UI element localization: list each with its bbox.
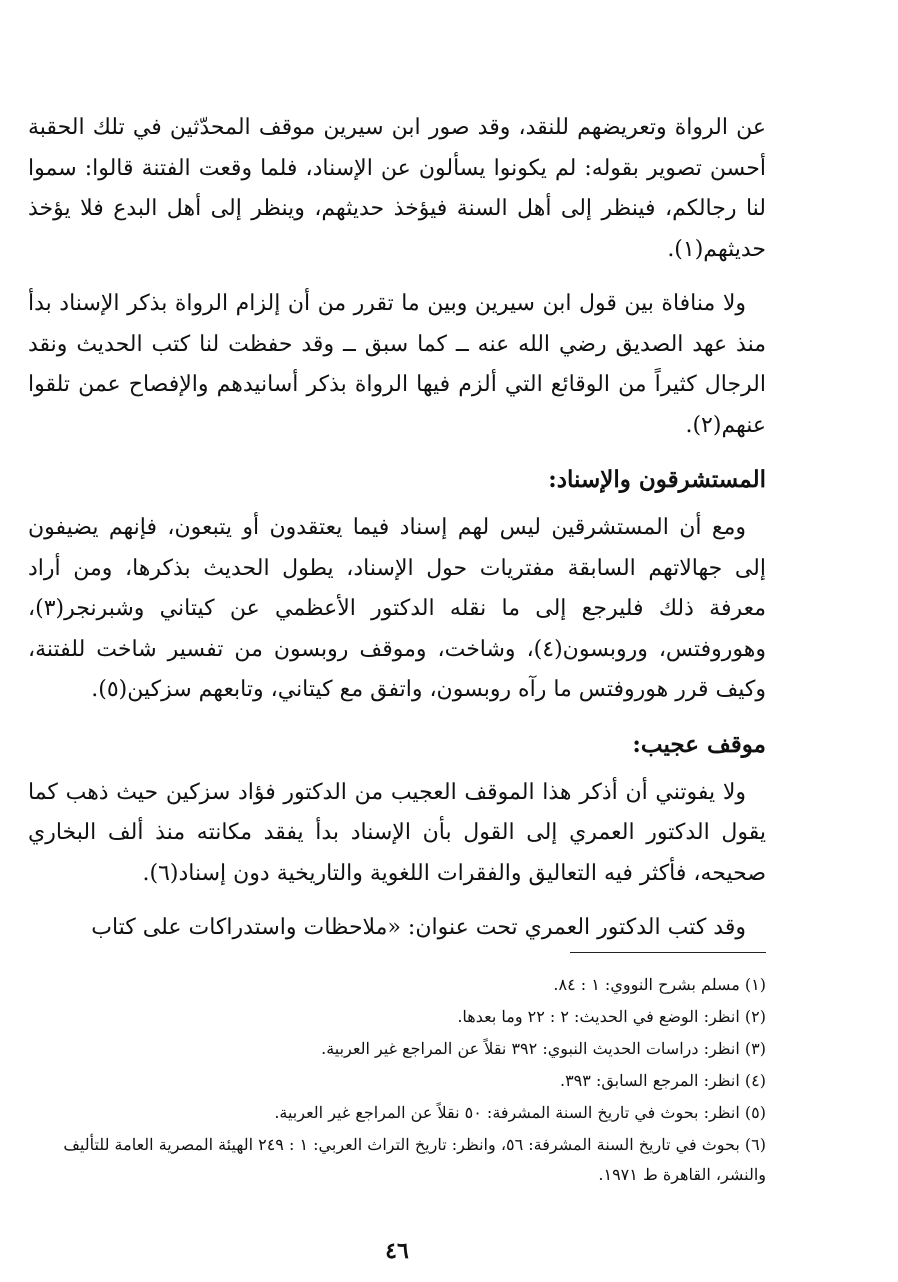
- section-heading-orientalists: المستشرقون والإسناد:: [548, 466, 766, 493]
- footnote-1: (١) مسلم بشرح النووي: ١ : ٨٤.: [553, 975, 766, 994]
- paragraph-ibn-sirin: عن الرواة وتعريضهم للنقد، وقد صور ابن سيرين موقف المحدّثين في تلك الحقبة أحسن تصوير بقوله: لم يكونوا يسألون عن الإسناد، فلما وقعت الفتنة قالوا: سموا لنا رجالكم، فينظر إلى أهل السنة فيؤخذ حديثهم، وينظر إلى أهل البدع فلا يؤخذ حديثهم(١).: [28, 115, 766, 262]
- page-number: ٤٦: [385, 1238, 409, 1264]
- footnote-2: (٢) انظر: الوضع في الحديث: ٢ : ٢٢ وما بعدها.: [457, 1007, 766, 1026]
- footnote-3: (٣) انظر: دراسات الحديث النبوي: ٣٩٢ نقلاً عن المراجع غير العربية.: [321, 1039, 766, 1058]
- footnotes: [28, 970, 766, 1192]
- main-text: [28, 108, 766, 963]
- paragraph-omari: وقد كتب الدكتور العمري تحت عنوان: «ملاحظات واستدراكات على كتاب: [91, 915, 746, 940]
- footnote-4: (٤) انظر: المرجع السابق: ٣٩٣.: [559, 1071, 766, 1090]
- document-page: [28, 0, 766, 1282]
- section-heading-strange-stance: موقف عجيب:: [632, 730, 766, 758]
- footnote-separator: [570, 952, 766, 953]
- paragraph-no-contradiction: ولا منافاة بين قول ابن سيرين وبين ما تقرر من أن إلزام الرواة بذكر الإسناد بدأ منذ عهد الصديق رضي الله عنه ــ كما سبق ــ وقد حفظت لنا كتب الحديث ونقد الرجال كثيراً من الوقائع التي ألزم فيها الرواة بذكر أسانيدهم والإفصاح عمن تلقوا عنهم(٢).: [28, 291, 766, 438]
- footnote-6: (٦) بحوث في تاريخ السنة المشرفة: ٥٦، وانظر: تاريخ التراث العربي: ١ : ٢٤٩ الهيئة المصرية العامة للتأليف والنشر، القاهرة ط ١٩٧١.: [63, 1135, 766, 1184]
- paragraph-orientalists: ومع أن المستشرقين ليس لهم إسناد فيما يعتقدون أو يتبعون، فإنهم يضيفون إلى جهالاتهم السابقة مفتريات حول الإسناد، يطول الحديث بذكرها، ومن أراد معرفة ذلك فليرجع إلى ما نقله الدكتور الأعظمي عن كيتاني وشبرنجر(٣)، وهوروفتس، وروبسون(٤)، وشاخت، وموقف روبسون من تفسير شاخت للفتنة، وكيف قرر هوروفتس ما رآه روبسون، واتفق مع كيتاني، وتابعهم سزكين(٥).: [28, 515, 766, 702]
- paragraph-sezgin: ولا يفوتني أن أذكر هذا الموقف العجيب من الدكتور فؤاد سزكين حيث ذهب كما يقول الدكتور العمري إلى القول بأن الإسناد بدأ يفقد مكانته منذ ألف البخاري صحيحه، فأكثر فيه التعاليق والفقرات اللغوية والتاريخية دون إسناد(٦).: [28, 779, 766, 886]
- footnote-5: (٥) انظر: بحوث في تاريخ السنة المشرفة: ٥٠ نقلاً عن المراجع غير العربية.: [274, 1103, 766, 1122]
